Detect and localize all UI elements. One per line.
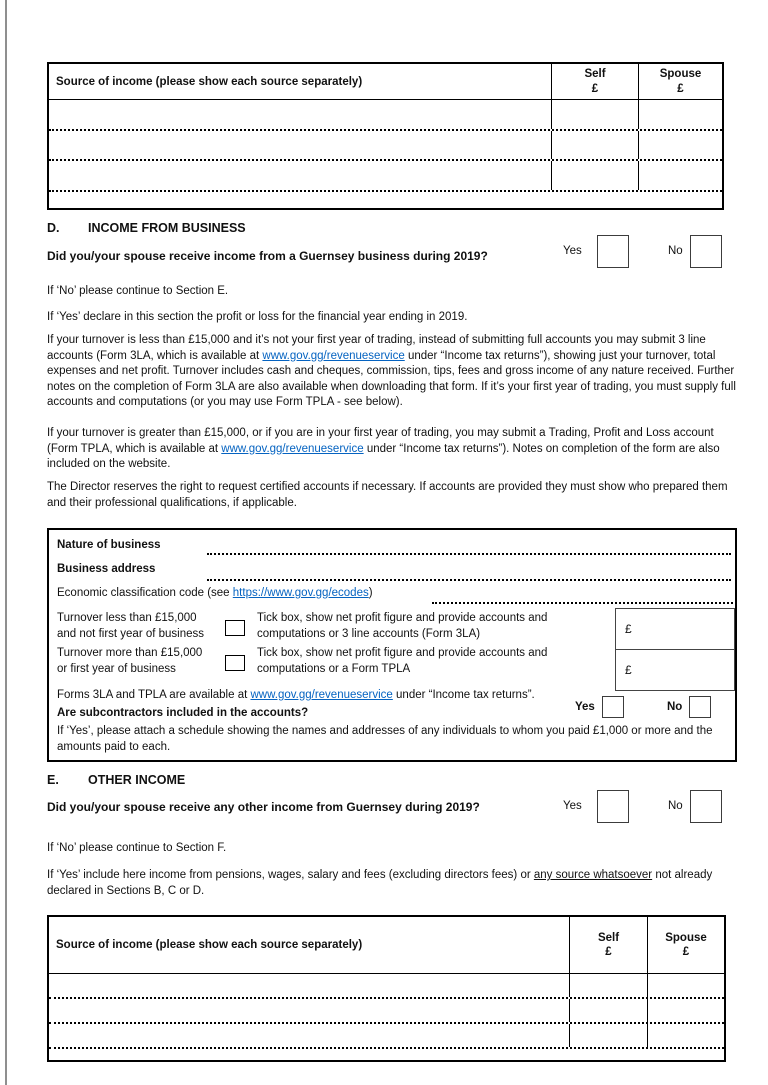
self-amount-field[interactable]	[569, 1024, 647, 1047]
table-filler-row	[49, 1049, 724, 1060]
table-filler-row	[49, 192, 722, 208]
pound-symbol: £	[677, 82, 684, 95]
pound-symbol: £	[605, 946, 612, 958]
pound-symbol: £	[625, 663, 632, 677]
self-amount-field[interactable]	[551, 100, 638, 129]
self-amount-field[interactable]	[569, 999, 647, 1022]
other-income-yes-checkbox[interactable]	[597, 790, 629, 823]
subcontractors-question: Are subcontractors included in the accounts?	[57, 707, 309, 719]
paragraph-director: The Director reserves the right to request certified accounts if necessary. If accounts are provided they must show who prepared them and their professional qualifications, if applicable.	[47, 481, 728, 509]
spouse-amount-field[interactable]	[647, 999, 724, 1022]
declare-profit-note: If ‘Yes’ declare in this section the profit or loss for the financial year ending in 2019.	[47, 311, 468, 323]
self-amount-field[interactable]	[551, 161, 638, 190]
source-of-income-header: Source of income (please show each source separately)	[56, 939, 363, 951]
income-row	[49, 974, 724, 999]
self-amount-field[interactable]	[551, 131, 638, 159]
section-e-heading	[47, 773, 185, 787]
nature-of-business-label: Nature of business	[57, 539, 161, 551]
source-of-income-header: Source of income (please show each source separately)	[56, 75, 363, 88]
other-income-no-checkbox[interactable]	[690, 790, 722, 823]
income-table-top-header	[49, 64, 722, 100]
yes-label: Yes	[575, 701, 595, 713]
business-income-yes-checkbox[interactable]	[597, 235, 629, 268]
income-row	[49, 161, 722, 192]
income-row	[49, 1024, 724, 1049]
source-entry-field[interactable]	[49, 100, 551, 129]
section-title: INCOME FROM BUSINESS	[88, 221, 246, 235]
net-profit-amount-tpla[interactable]	[615, 649, 735, 691]
revenueservice-link[interactable]: www.gov.gg/revenueservice	[262, 349, 405, 362]
yes-label: Yes	[563, 800, 582, 812]
business-income-no-checkbox[interactable]	[690, 235, 722, 268]
spouse-amount-field[interactable]	[638, 131, 722, 159]
revenueservice-link[interactable]: www.gov.gg/revenueservice	[221, 442, 364, 455]
business-details-box	[47, 528, 737, 762]
turnover-under-label: Turnover less than £15,000 and not first year of business	[57, 612, 205, 640]
revenueservice-link[interactable]: www.gov.gg/revenueservice	[250, 689, 393, 701]
turnover-over-instructions: Tick box, show net profit figure and provide accounts and computations or a Form TPLA	[257, 647, 548, 675]
other-income-include-note: If ‘Yes’ include here income from pensions, wages, salary and fees (excluding directors fees) or any source whatsoever not already declared in Sections B, C or D.	[47, 869, 713, 897]
income-table-bottom	[47, 915, 726, 1062]
source-entry-field[interactable]	[49, 974, 569, 997]
source-entry-field[interactable]	[49, 161, 551, 190]
no-label: No	[667, 701, 683, 713]
pound-symbol: £	[625, 622, 632, 636]
subcontractors-yes-checkbox[interactable]	[602, 696, 624, 718]
yes-label: Yes	[563, 245, 582, 257]
no-label: No	[668, 245, 683, 257]
source-entry-field[interactable]	[49, 131, 551, 159]
spouse-amount-field[interactable]	[638, 100, 722, 129]
section-letter: E.	[47, 773, 59, 787]
section-d-heading	[47, 221, 246, 235]
turnover-over-15000-checkbox[interactable]	[225, 655, 245, 671]
paragraph-3la: If your turnover is less than £15,000 and it’s not your first year of trading, instead of submitting full accounts you may submit 3 line accounts (Form 3LA, which is available at www.gov.gg/revenueservice under “Income tax returns”), showing just your turnover, total expenses and net profit. Turnover includes cash and cheques, commission, tips, fees and gross income of any nature received. Further notes on the completion of Form 3LA are also available when downloading that form. If it’s your first year of trading, you must supply full accounts and computations (or you may use Form TPLA - see below).	[47, 334, 736, 409]
income-row	[49, 999, 724, 1024]
income-row	[49, 131, 722, 161]
subcontractors-schedule-note: If ‘Yes’, please attach a schedule showing the names and addresses of any individuals to whom you paid £1,000 or more and the amounts paid to each.	[57, 725, 713, 753]
business-address-field[interactable]	[207, 565, 731, 581]
spouse-amount-field[interactable]	[647, 1024, 724, 1047]
turnover-under-15000-checkbox[interactable]	[225, 620, 245, 636]
pound-symbol: £	[682, 946, 690, 958]
self-column-header: Self £	[551, 64, 638, 99]
economic-code-field[interactable]	[432, 589, 733, 604]
no-label: No	[668, 800, 683, 812]
continue-section-e-note: If ‘No’ please continue to Section E.	[47, 285, 229, 297]
business-income-question: Did you/your spouse receive income from a Guernsey business during 2019?	[47, 249, 488, 263]
pound-symbol: £	[591, 82, 599, 95]
turnover-over-label: Turnover more than £15,000 or first year of business	[57, 647, 203, 675]
economic-code-label: Economic classification code (see https://www.gov.gg/ecodes)	[57, 587, 373, 599]
spouse-column-header: Spouse £	[647, 917, 724, 973]
subcontractors-no-checkbox[interactable]	[689, 696, 711, 718]
income-table-bottom-header	[49, 917, 724, 974]
any-source-whatsoever-emphasis: any source whatsoever	[533, 869, 653, 881]
source-entry-field[interactable]	[49, 1024, 569, 1047]
page-edge-line	[5, 0, 7, 1085]
income-table-top	[47, 62, 724, 210]
income-row	[49, 100, 722, 131]
business-address-label: Business address	[57, 563, 156, 575]
continue-section-f-note: If ‘No’ please continue to Section F.	[47, 842, 227, 854]
source-entry-field[interactable]	[49, 999, 569, 1022]
spouse-column-header: Spouse £	[638, 64, 722, 99]
turnover-under-instructions: Tick box, show net profit figure and provide accounts and computations or 3 line accounts (Form 3LA)	[257, 612, 548, 640]
net-profit-amount-3la[interactable]	[615, 608, 735, 650]
nature-of-business-field[interactable]	[207, 539, 731, 555]
self-amount-field[interactable]	[569, 974, 647, 997]
section-letter: D.	[47, 221, 60, 235]
self-column-header: Self £	[569, 917, 647, 973]
spouse-amount-field[interactable]	[647, 974, 724, 997]
other-income-question: Did you/your spouse receive any other income from Guernsey during 2019?	[47, 800, 480, 814]
ecodes-link[interactable]: https://www.gov.gg/ecodes	[232, 587, 369, 599]
section-title: OTHER INCOME	[88, 773, 186, 787]
paragraph-tpla: If your turnover is greater than £15,000, or if you are in your first year of trading, you may submit a Trading, Profit and Loss account (Form TPLA, which is available at www.gov.gg/revenueservice under “Income tax returns”). Notes on completion of the form are also included on the website.	[47, 427, 720, 471]
forms-availability-note: Forms 3LA and TPLA are available at www.gov.gg/revenueservice under “Income tax returns”.	[57, 689, 535, 701]
spouse-amount-field[interactable]	[638, 161, 722, 190]
